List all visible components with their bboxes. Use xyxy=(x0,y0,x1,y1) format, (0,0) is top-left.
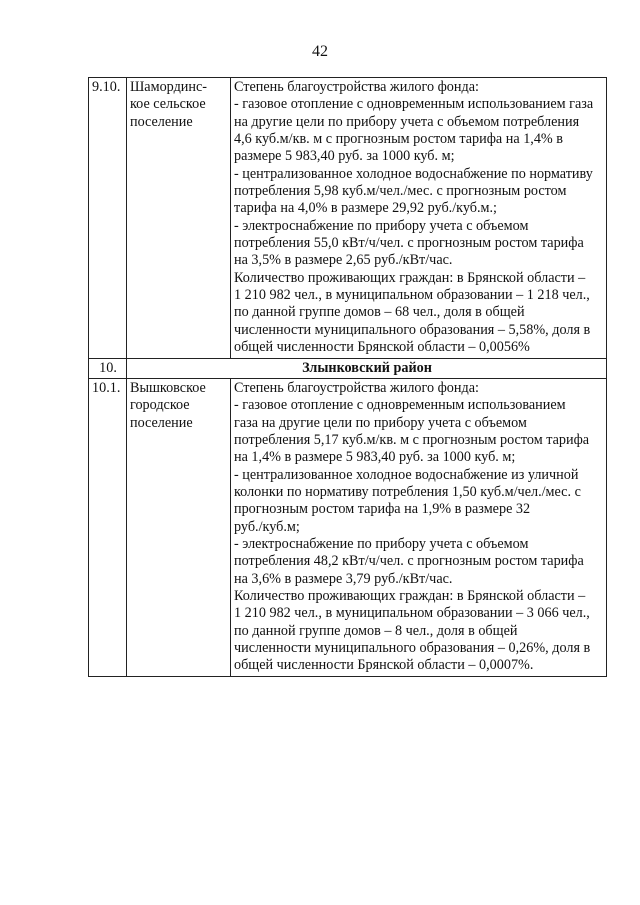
description-line: на 3,6% в размере 3,79 руб./кВт/час. xyxy=(234,570,453,587)
description-line: Количество проживающих граждан: в Брянской области – xyxy=(234,269,586,286)
description-line: Степень благоустройства жилого фонда: xyxy=(234,79,479,95)
tariff-table xyxy=(88,77,607,677)
description-cell xyxy=(231,378,607,676)
description-line: потребления 5,17 куб.м/кв. м с прогнозным ростом тарифа xyxy=(234,431,590,448)
municipality-line: городское xyxy=(130,397,190,414)
description-line: - централизованное холодное водоснабжение по нормативу xyxy=(234,165,593,182)
region-title: Злынковский район xyxy=(127,358,607,378)
description-line: Степень благоустройства жилого фонда: xyxy=(234,379,479,396)
row-number: 9.10. xyxy=(89,78,127,359)
row-number: 10.1. xyxy=(89,378,127,676)
description-line: прогнозным ростом тарифа на 1,9% в размере 32 xyxy=(234,501,531,518)
row-number: 10. xyxy=(89,358,127,378)
municipality-line: поселение xyxy=(130,113,193,130)
table-row xyxy=(89,378,607,676)
description-line: тарифа на 4,0% в размере 29,92 руб./куб.м.; xyxy=(234,200,498,217)
description-line: - газовое отопление с одновременным использованием xyxy=(234,397,566,414)
description-line: общей численности Брянской области – 0,0056% xyxy=(234,339,530,356)
region-header-row xyxy=(89,358,607,378)
description-line: колонки по нормативу потребления 1,50 куб.м/чел./мес. с xyxy=(234,483,581,500)
description-line: Количество проживающих граждан: в Брянской области – xyxy=(234,587,586,604)
description-line: газа на другие цели по прибору учета с объемом xyxy=(234,414,527,431)
page-number: 42 xyxy=(312,43,328,60)
description-line: потребления 48,2 кВт/ч/чел. с прогнозным ростом тарифа xyxy=(234,553,584,570)
table-row xyxy=(89,78,607,359)
description-line: 1 210 982 чел., в муниципальном образовании – 3 066 чел., xyxy=(234,605,590,622)
description-line: руб./куб.м; xyxy=(234,518,300,535)
description-line: численности муниципального образования – 5,58%, доля в xyxy=(234,321,591,338)
description-line: на 3,5% в размере 2,65 руб./кВт/час. xyxy=(234,252,453,269)
description-line: - электроснабжение по прибору учета с объемом xyxy=(234,217,529,234)
description-line: - электроснабжение по прибору учета с объемом xyxy=(234,535,529,552)
municipality-line: Шамординс- xyxy=(130,79,208,95)
description-line: по данной группе домов – 68 чел., доля в общей xyxy=(234,304,525,321)
municipality-line: поселение xyxy=(130,414,193,431)
description-line: на 1,4% в размере 5 983,40 руб. за 1000 куб. м; xyxy=(234,449,516,466)
description-line: - газовое отопление с одновременным использованием газа xyxy=(234,96,594,113)
description-line: потребления 55,0 кВт/ч/чел. с прогнозным ростом тарифа xyxy=(234,235,584,252)
description-line: 1 210 982 чел., в муниципальном образовании – 1 218 чел., xyxy=(234,287,590,304)
description-line: - централизованное холодное водоснабжение из уличной xyxy=(234,466,579,483)
description-line: размере 5 983,40 руб. за 1000 куб. м; xyxy=(234,148,455,165)
description-line: 4,6 куб.м/кв. м с прогнозным ростом тарифа на 1,4% в xyxy=(234,131,563,148)
description-cell xyxy=(231,78,607,359)
description-line: численности муниципального образования – 0,26%, доля в xyxy=(234,640,591,656)
description-line: потребления 5,98 куб.м/чел./мес. с прогнозным ростом xyxy=(234,183,567,200)
description-line: по данной группе домов – 8 чел., доля в общей xyxy=(234,622,518,639)
description-line: на другие цели по прибору учета с объемом потребления xyxy=(234,113,580,130)
municipality-cell xyxy=(127,78,231,359)
municipality-line: Вышковское xyxy=(130,379,206,396)
municipality-cell xyxy=(127,378,231,676)
municipality-line: кое сельское xyxy=(130,96,206,113)
description-line: общей численности Брянской области – 0,0007%. xyxy=(234,657,534,674)
